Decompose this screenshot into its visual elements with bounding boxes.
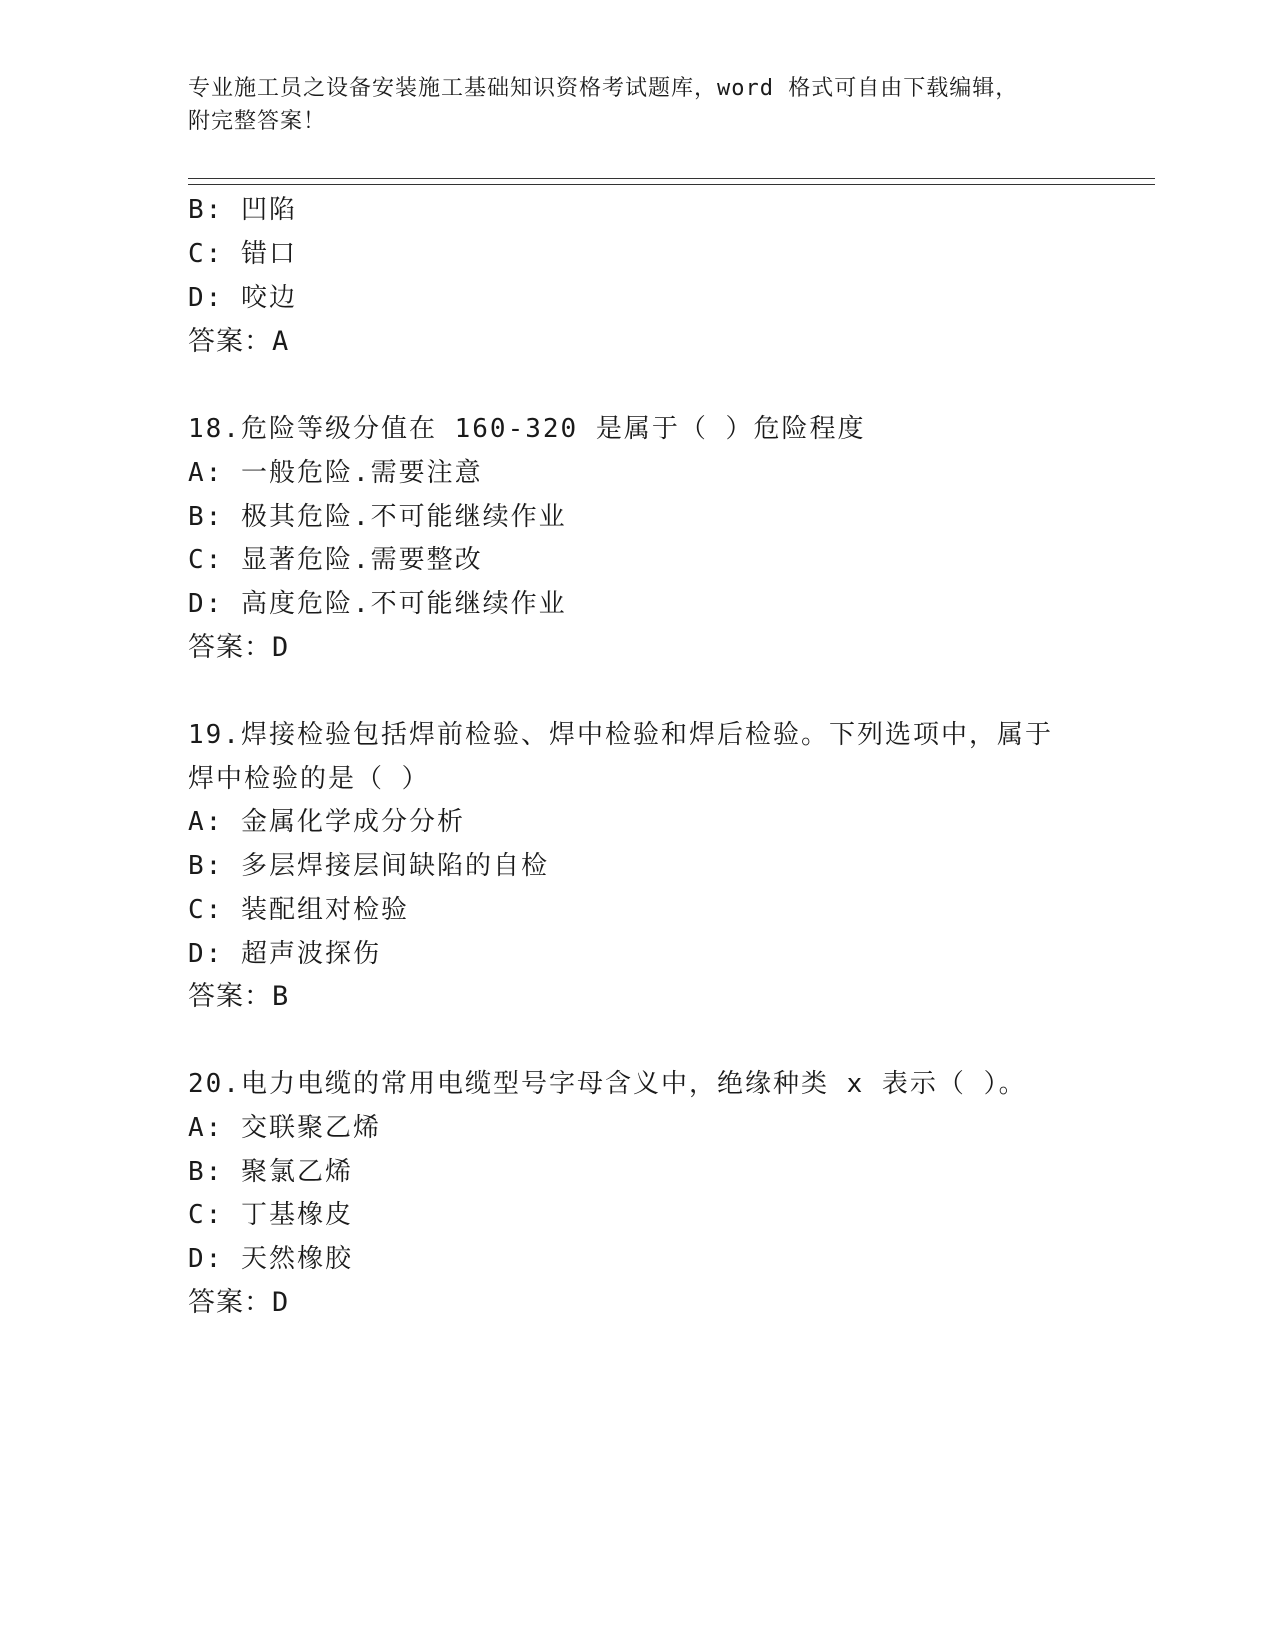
header-title-line1: 专业施工员之设备安装施工基础知识资格考试题库，word 格式可自由下载编辑， (188, 76, 1019, 101)
header-divider (188, 178, 1155, 185)
q18-option-a: A: 一般危险.需要注意 (188, 458, 483, 488)
answer-value: B (272, 981, 290, 1012)
q19-option-b: B: 多层焊接层间缺陷的自检 (188, 851, 549, 881)
q18-option-c: C: 显著危险.需要整改 (188, 545, 483, 575)
document-header (188, 72, 1088, 138)
q17-option-c: C: 错口 (188, 239, 297, 269)
answer-label: 答案： (188, 1287, 272, 1318)
q18-stem: 18.危险等级分值在 160-320 是属于（ ）危险程度 (188, 414, 866, 444)
q19-option-c: C: 装配组对检验 (188, 895, 409, 925)
q20-option-b: B: 聚氯乙烯 (188, 1157, 353, 1187)
q17-answer (188, 325, 289, 359)
header-title-line2: 附完整答案！ (188, 109, 327, 134)
q20-option-d: D: 天然橡胶 (188, 1244, 353, 1274)
q19-option-d: D: 超声波探伤 (188, 939, 381, 969)
answer-label: 答案： (188, 326, 272, 357)
q19-option-a: A: 金属化学成分分析 (188, 807, 465, 837)
answer-label: 答案： (188, 981, 272, 1012)
q17-option-b: B: 凹陷 (188, 195, 297, 225)
answer-label: 答案： (188, 632, 272, 663)
q18-answer (188, 631, 289, 665)
answer-value: D (272, 1287, 290, 1318)
answer-value: D (272, 632, 290, 663)
q20-option-a: A: 交联聚乙烯 (188, 1113, 381, 1143)
q20-option-c: C: 丁基橡皮 (188, 1200, 353, 1230)
q19-answer (188, 980, 289, 1014)
q18-option-b: B: 极其危险.不可能继续作业 (188, 502, 567, 532)
q18-option-d: D: 高度危险.不可能继续作业 (188, 589, 567, 619)
q19-stem-line1: 19.焊接检验包括焊前检验、焊中检验和焊后检验。下列选项中，属于 (188, 720, 1053, 750)
q19-stem-line2: 焊中检验的是（ ） (188, 764, 430, 794)
answer-value: A (272, 326, 290, 357)
q17-option-d: D: 咬边 (188, 283, 297, 313)
q20-answer (188, 1286, 289, 1320)
q20-stem: 20.电力电缆的常用电缆型号字母含义中，绝缘种类 x 表示（ ）。 (188, 1069, 1027, 1099)
